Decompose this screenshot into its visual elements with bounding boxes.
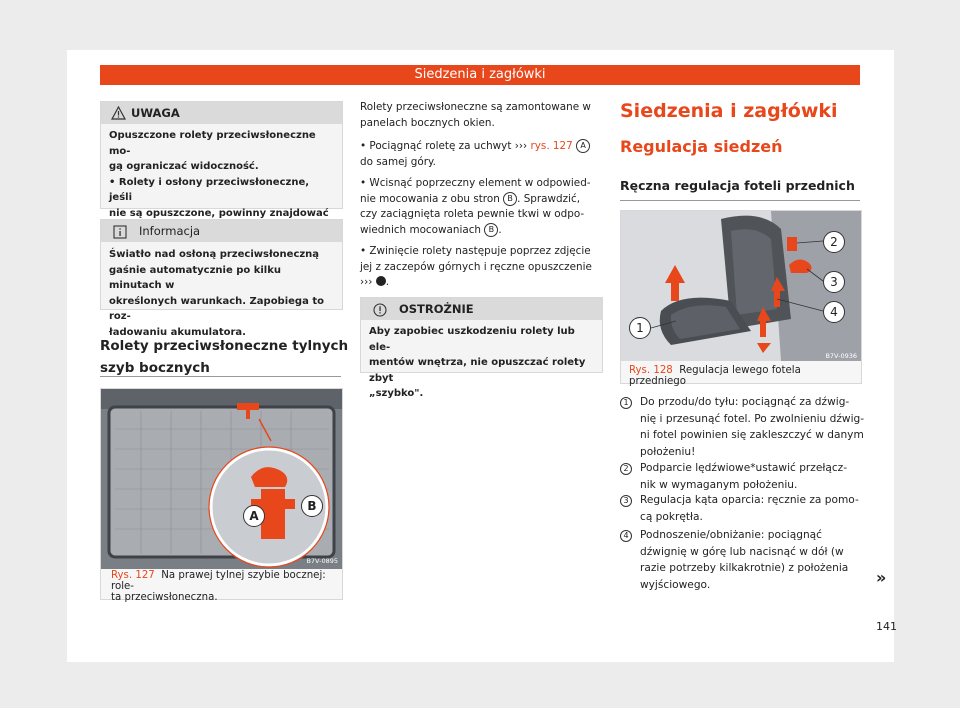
figure-caption	[111, 570, 336, 603]
badge-a: A	[576, 139, 590, 153]
bullet-line	[360, 139, 605, 155]
step-line: Regulacja kąta oparcia: ręcznie za pomo-	[640, 494, 859, 506]
callout-3: 3	[823, 271, 845, 293]
step-number: 3	[620, 495, 632, 507]
callout-a: A	[243, 505, 265, 527]
warning-line: Opuszczone rolety przeciwsłoneczne mo-	[109, 130, 316, 157]
step-line: nię i przesunąć fotel. Po zwolnieniu dźwig-	[640, 412, 865, 425]
caution-box	[360, 297, 603, 399]
step-line: razie potrzeby kilkakrotnie) z położenia	[640, 562, 849, 574]
info-title: Informacja	[139, 224, 201, 238]
figure-128	[620, 210, 862, 387]
figure-ref-link[interactable]: rys. 127	[530, 140, 573, 152]
info-line: ładowaniu akumulatora.	[109, 326, 246, 338]
figure-caption	[629, 365, 857, 387]
bullet-line	[360, 223, 605, 239]
caution-title: OSTROŻNIE	[399, 302, 474, 316]
bullet-line	[360, 275, 605, 291]
step-text	[640, 527, 865, 593]
callout-1: 1	[629, 317, 651, 339]
step-number: 2	[620, 463, 632, 475]
step-text	[640, 394, 865, 460]
caution-body	[369, 324, 594, 402]
badge-b: B	[503, 192, 517, 206]
bullet-line: • Wcisnąć poprzeczny element w odpowied-	[360, 177, 591, 189]
section-title: Regulacja siedzeń	[620, 137, 783, 156]
caution-icon	[373, 302, 387, 324]
warning-line: • Rolety i osłony przeciwsłoneczne, jeśli	[109, 176, 310, 203]
text-line: Rolety przeciwsłoneczne są zamontowane w	[360, 101, 591, 113]
figure-127	[100, 388, 343, 603]
continue-mark: »	[876, 568, 887, 587]
figure-label: Rys. 128	[629, 365, 673, 376]
figure-127-image	[101, 389, 342, 569]
page-header: Siedzenia i zagłówki	[100, 65, 860, 85]
step-line: Do przodu/do tyłu: pociągnąć za dźwig-	[640, 396, 850, 408]
info-body	[109, 247, 334, 340]
warning-line: gą ograniczać widoczność.	[109, 161, 259, 172]
chapter-title: Siedzenia i zagłówki	[620, 100, 838, 122]
caution-ref-icon	[376, 276, 386, 286]
middle-text	[360, 100, 605, 291]
warning-line: nie są opuszczone, powinny znajdować	[109, 207, 329, 219]
step-text	[640, 460, 865, 493]
step-line: Podnoszenie/obniżanie: pociągnąć	[640, 529, 823, 541]
figure-caption-text: Na prawej tylnej szybie bocznej: role-	[111, 570, 326, 592]
caution-line: „szybko".	[369, 388, 424, 399]
step-line: ni fotel powinien się zakleszczyć w danym	[640, 429, 864, 441]
warning-box	[100, 101, 343, 219]
bullet-line	[360, 192, 605, 208]
section-divider	[100, 376, 341, 377]
bullet-text: . Sprawdzić,	[517, 192, 580, 205]
info-line: gaśnie automatycznie po kilku minutach w	[109, 264, 281, 291]
callout-2: 2	[823, 231, 845, 253]
step-line: Podparcie lędźwiowe*ustawić przełącz-	[640, 462, 848, 474]
section-heading	[100, 335, 350, 379]
section-heading-line: szyb bocznych	[100, 360, 210, 376]
step-number: 4	[620, 530, 632, 542]
figure-code: B7V-0895	[306, 557, 338, 565]
bullet-text: nie mocowania z obu stron	[360, 192, 500, 205]
warning-box-header	[101, 102, 342, 124]
callout-4: 4	[823, 301, 845, 323]
ref-arrow: ›››	[514, 140, 528, 152]
page-number: 141	[876, 620, 897, 633]
figure-caption-text: ta przeciwsłoneczna.	[111, 592, 218, 603]
info-icon	[113, 224, 127, 246]
info-line: Światło nad osłoną przeciwsłoneczną	[109, 249, 320, 260]
warning-icon	[111, 105, 126, 127]
step-line: dźwignię w górę lub nacisnąć w dół (w	[640, 545, 844, 558]
info-box-header	[101, 220, 342, 242]
bullet-text: .	[385, 276, 390, 288]
bullet-text: • Pociągnąć roletę za uchwyt	[360, 140, 515, 152]
text-line: panelach bocznych okien.	[360, 116, 495, 129]
badge-b: B	[484, 223, 498, 237]
figure-code: B7V-0936	[825, 352, 857, 360]
bullet-line: czy zaciągnięta roleta pewnie tkwi w odpo-	[360, 208, 585, 220]
bullet-text: wiednich mocowaniach	[360, 223, 481, 236]
callout-b: B	[301, 495, 323, 517]
info-line: określonych warunkach. Zapobiega to roz-	[109, 295, 324, 322]
subsection-divider	[620, 200, 860, 201]
section-heading-line: Rolety przeciwsłoneczne tylnych	[100, 338, 349, 354]
caution-line: Aby zapobiec uszkodzeniu rolety lub ele-	[369, 326, 575, 353]
step-line: cą pokrętła.	[640, 510, 703, 523]
step-line: wyjściowego.	[640, 578, 711, 591]
step-line: położeniu!	[640, 445, 696, 458]
bullet-line: • Zwinięcie rolety następuje poprzez zdjęcie	[360, 245, 591, 257]
figure-caption-text: Regulacja lewego fotela przedniego	[629, 365, 801, 387]
caution-line: mentów wnętrza, nie opuszczać rolety zbyt	[369, 357, 586, 384]
caution-box-header	[361, 298, 602, 320]
bullet-line: jej z zaczepów górnych i ręczne opuszczenie	[360, 260, 592, 273]
info-box	[100, 219, 343, 338]
bullet-line: do samej góry.	[360, 155, 436, 168]
step-line: nik w wymaganym położeniu.	[640, 478, 798, 491]
ref-arrow: ›››	[360, 276, 373, 288]
subsection-title: Ręczna regulacja foteli przednich	[620, 178, 855, 193]
bullet-text: .	[498, 223, 502, 236]
step-text	[640, 492, 865, 525]
figure-label: Rys. 127	[111, 570, 155, 581]
step-number: 1	[620, 397, 632, 409]
warning-title: UWAGA	[131, 106, 180, 120]
